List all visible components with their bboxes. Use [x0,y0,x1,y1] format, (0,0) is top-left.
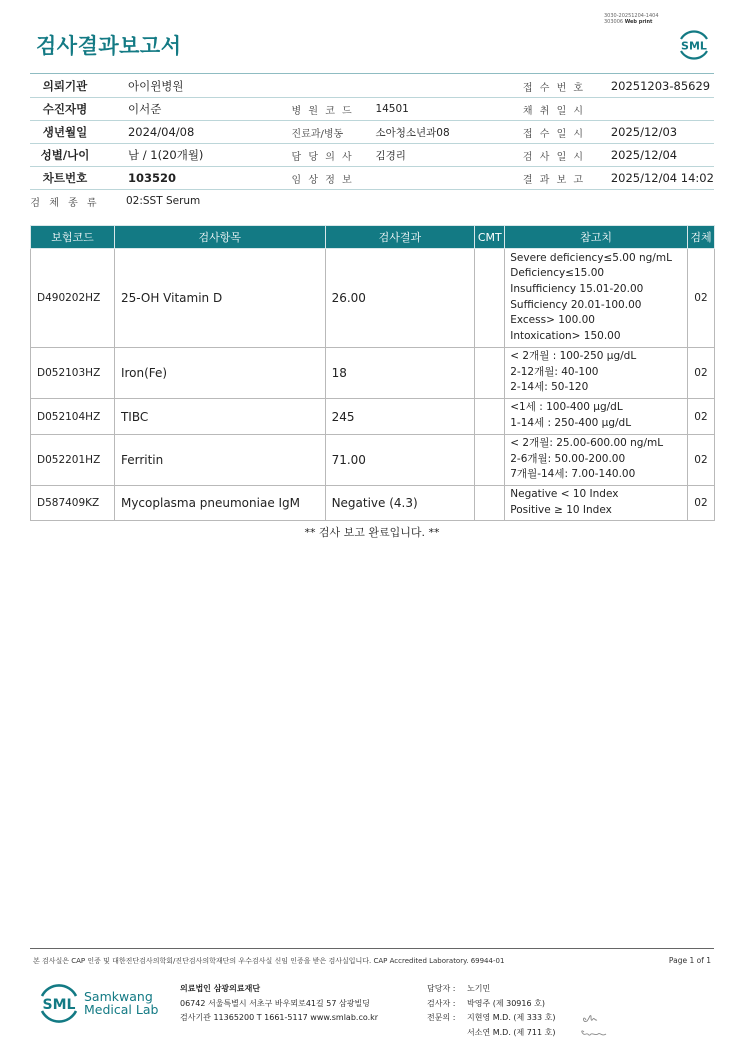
test-result: 26.00 [325,249,475,348]
requesting-org: 아이윈병원 [100,75,499,98]
clinical-label: 임 상 정 보 [280,167,370,190]
receipt-date-label: 접 수 일 시 [499,121,609,144]
reference-line: < 2개월: 25.00-600.00 ng/mL [510,437,664,450]
chart-label: 차트번호 [30,167,100,190]
dob-label: 생년월일 [30,121,100,144]
report-datetime: 2025/12/04 14:02 [609,167,714,190]
staff-row [427,982,555,997]
test-item: Mycoplasma pneumoniae IgM [114,486,325,521]
reference-line: Insufficiency 15.01-20.00 [510,282,644,295]
report-title: 검사결과보고서 [36,34,182,58]
info-row [30,190,714,213]
cmt [475,249,505,348]
specimen-type: 02:SST Serum [125,195,201,207]
table-row [31,486,715,521]
requesting-org-label: 의뢰기관 [30,75,100,98]
reference-range [505,435,688,486]
dob: 2024/04/08 [100,121,280,144]
header-test-item: 검사항목 [114,226,325,249]
staff-value: 박영주 (제 30916 호) [467,998,545,1008]
footer-divider [30,948,714,949]
insurance-code: D490202HZ [31,249,115,348]
signature [578,1008,610,1040]
sex-age: 남 / 1(20개월) [100,144,280,167]
info-row [30,98,714,121]
reference-line: Intoxication> 150.00 [510,329,621,342]
results-header-row [31,226,715,249]
staff-label: 검사자 : [427,998,456,1008]
staff-row [427,1011,555,1026]
reference-line: Sufficiency 20.01-100.00 [510,298,642,311]
hospital-code: 14501 [369,98,499,121]
receipt-date: 2025/12/03 [609,121,714,144]
cmt [475,348,505,399]
staff-value: 서소연 M.D. (제 711 호) [467,1027,556,1037]
header-insurance-code: 보험코드 [31,226,115,249]
reference-line: 1-14세 : 250-400 μg/dL [510,417,632,429]
test-item: Iron(Fe) [114,348,325,399]
receipt-no: 20251203-85629 [609,75,714,98]
reference-line: < 2개월 : 100-250 μg/dL [510,350,637,363]
dept-label: 진료과/병동 [280,121,370,144]
table-row [31,399,715,435]
cmt [475,486,505,521]
header-divider [30,73,714,74]
insurance-code: D052103HZ [31,348,115,399]
header-reference: 참고치 [505,226,688,249]
brand-line1: Samkwang [84,989,153,1004]
test-item: TIBC [114,399,325,435]
test-item: Ferritin [114,435,325,486]
org-address: 06742 서울특별시 서초구 바우뫼로41길 57 삼광빌딩 [180,998,370,1008]
reference-line: 2-12개월: 40-100 [510,365,599,378]
header-specimen: 검체 [687,226,714,249]
reference-line: <1세 : 100-400 μg/dL [510,401,623,414]
header-cmt: CMT [475,226,505,249]
insurance-code: D052104HZ [31,399,115,435]
doctor-label: 담 당 의 사 [280,144,370,167]
web-print-label: Web print [624,19,653,25]
info-row [30,167,714,190]
specimen-code: 02 [687,486,714,521]
test-result: Negative (4.3) [325,486,475,521]
sml-logo [676,26,712,62]
reference-line: 7개월-14세: 7.00-140.00 [510,468,636,481]
staff-label: 담당자 : [427,984,456,993]
reference-range [505,348,688,399]
cmt [475,399,505,435]
table-row [31,348,715,399]
table-row [31,435,715,486]
test-result: 245 [325,399,475,435]
cmt [475,435,505,486]
report-label: 결 과 보 고 [499,167,609,190]
test-result: 18 [325,348,475,399]
staff-label: 전문의 : [427,1013,456,1022]
reference-line: Negative < 10 Index [510,488,619,500]
dept: 소아청소년과08 [369,121,499,144]
staff-row [427,997,555,1012]
collection-datetime [609,98,714,121]
staff-value: 지현영 M.D. (제 333 호) [467,1013,556,1022]
test-item: 25-OH Vitamin D [114,249,325,348]
info-row [30,75,714,98]
reference-line: Deficiency≤15.00 [510,267,605,280]
brand-name [84,990,158,1016]
specimen-code: 02 [687,399,714,435]
patient-name: 이서준 [100,98,280,121]
reference-line: Severe deficiency≤5.00 ng/mL [510,251,672,264]
header-result: 검사결과 [325,226,475,249]
test-result: 71.00 [325,435,475,486]
receipt-no-label: 접 수 번 호 [499,75,609,98]
brand-line2: Medical Lab [84,1002,159,1017]
table-row [31,249,715,348]
reference-range [505,399,688,435]
info-row [30,144,714,167]
report-complete-note: ** 검사 보고 완료입니다. ** [304,526,440,539]
staff-list [427,982,555,1040]
sex-age-label: 성별/나이 [30,144,100,167]
info-row [30,121,714,144]
certification-note: 본 검사실은 CAP 인증 및 대한진단검사의학회/진단검사의학재단의 우수검사실 신임 인증을 받은 검사실입니다. CAP Accredited Laboratory. 69944-01 [33,957,505,965]
footer-sml-logo [36,980,82,1026]
organization-info [180,982,378,1026]
specimen-code: 02 [687,435,714,486]
print-code-line2: 303006 [604,19,624,25]
specimen-label: 검 체 종 류 [30,197,100,209]
reference-line: Positive ≥ 10 Index [510,503,612,516]
org-contact: 검사기관 11365200 T 1661-5117 www.smlab.co.kr [180,1013,379,1022]
hospital-code-label: 병 원 코 드 [280,98,370,121]
specimen-code: 02 [687,348,714,399]
page-number: Page 1 of 1 [668,956,711,965]
sml-logo-text: SML [681,39,707,53]
insurance-code: D587409KZ [31,486,115,521]
patient-label: 수진자명 [30,98,100,121]
patient-info-grid [30,75,714,212]
results-table [30,225,715,521]
reference-line: Excess> 100.00 [510,314,595,327]
staff-value: 노기민 [467,984,491,993]
clinical-info [369,167,499,190]
doctor: 김경리 [369,144,499,167]
insurance-code: D052201HZ [31,435,115,486]
test-date-label: 검 사 일 시 [499,144,609,167]
org-name: 의료법인 삼광의료재단 [180,984,261,993]
print-code-line1: 3030-20251204-1404 [604,13,659,19]
test-date: 2025/12/04 [609,144,714,167]
reference-range [505,486,688,521]
chart-no: 103520 [100,167,280,190]
print-code [604,13,659,25]
reference-range [505,249,688,348]
specimen-code: 02 [687,249,714,348]
staff-row [427,1026,555,1041]
reference-line: 2-14세: 50-120 [510,381,589,394]
reference-line: 2-6개월: 50.00-200.00 [510,452,626,465]
footer-logo-text: SML [42,997,76,1013]
collection-label: 채 취 일 시 [499,98,609,121]
